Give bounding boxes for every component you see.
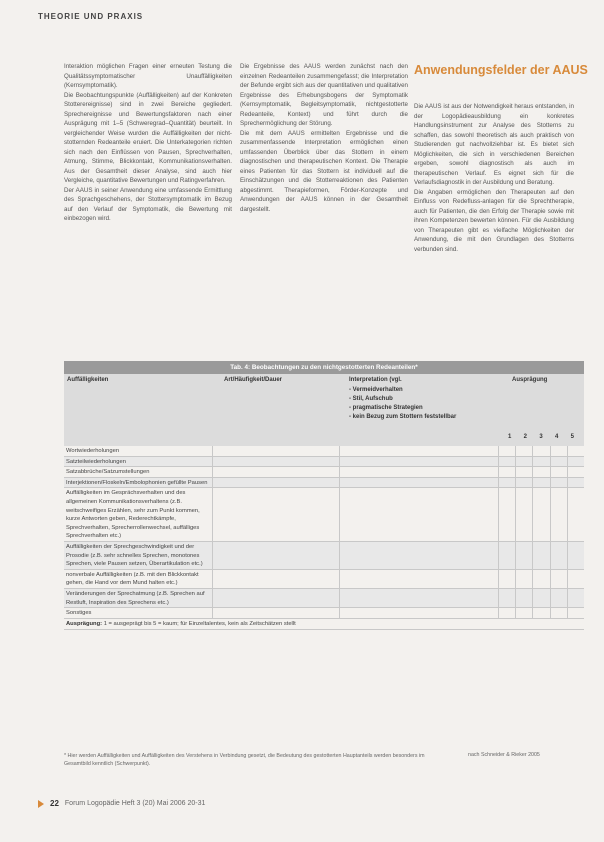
header-art-haeufigkeit: Art/Häufigkeit/Dauer: [224, 377, 283, 383]
table-row: [64, 478, 584, 489]
row-label: Satzteilwiederholungen: [66, 458, 126, 465]
table-row: [64, 570, 584, 589]
header-auspraegung: Ausprägung: [512, 377, 548, 383]
scale-label: 4: [554, 434, 559, 440]
row-label: Auffälligkeiten der Sprechgeschwindigkeit und der Prosodie (z.B. sehr schnelles Sprechen, monotones Sprechen, viele Pausen setzen, Überartikulation etc.): [66, 543, 203, 568]
header-interpretation: Interpretation (vgl.: [349, 377, 402, 383]
row-label: nonverbale Auffälligkeiten (z.B. mit den Blickkontakt gehen, die Hand vor dem Mund halten etc.): [66, 571, 199, 587]
journal-info: Forum Logopädie Heft 3 (20) Mai 2006 20-31: [64, 800, 206, 807]
scale-label: 5: [570, 434, 574, 440]
page-number: 22: [50, 799, 59, 808]
scale-label: 2: [523, 434, 527, 440]
row-label: Interjektionen/Floskeln/Embolophonien gefüllte Pausen: [66, 479, 208, 486]
table-row: [64, 457, 584, 468]
observation-table: [64, 361, 584, 630]
interpretation-list: [349, 386, 456, 422]
header-auffaelligkeiten: Auffälligkeiten: [67, 377, 109, 383]
table-header: [64, 374, 584, 446]
row-label: Veränderungen der Sprechatmung (z.B. Sprechen auf Restluft, Inspiration des Sprechens etc.): [66, 590, 205, 606]
section-heading: Anwendungsfelder der AAUS: [414, 63, 588, 77]
paragraph: Die Beobachtungspunkte (Auffälligkeiten) auf der Konkreten Stotterereignisse) sind in zwei Bereiche gegliedert. Sprechereignisse und Bewertungsfaktoren nach einer Ausprägung mit 1–5 (Schweregrad–Quantität) beurteilt. In vergleichender Weise wurden die Auffälligkeiten der nicht-stotternden Redeanteile eruiert. Die Unterkategorien richten sich nach den Einflüssen von Pausen, Sprechverhalten, Atmung, Stimme, Blickkontakt, Kommunikationsverhalten. Aus der Gesamtheit dieser Analyse, sind auch hier Vergleiche, quantitative Bewertungen und Ratingverfahren.: [64, 91, 232, 184]
row-label: Auffälligkeiten im Gesprächsverhalten und des allgemeinen Kommunikationsverhaltens (z.B. weitschweifiges Erzählen, sehr zum Punkt kommen, kurze Antworten geben, Rederechtkämpfe, Sprechverhalten, Sprecherrollenwechsel, auffälliges Sprechverhalten etc.): [66, 490, 200, 540]
table-row: [64, 446, 584, 457]
paragraph: Die Angaben ermöglichen den Therapeuten auf den Einfluss von Redefluss-anlagen für die Sprechtherapie, auch für Patienten, die den Erfolg der Therapie sowie mit ihren Kompetenzen bewerten können. Für die Ausbildung von Therapeuten gibt es vielfache Möglichkeiten der Anwendung, die mit den Grundlagen des Stotterns verbunden sind.: [414, 188, 574, 253]
legend-text: 1 = ausgeprägt bis 5 = kaum; für Einzeltalentes, kein als Zeitschätzen stellt: [103, 620, 296, 627]
scale-label: 3: [539, 434, 543, 440]
interpretation-item: - kein Bezug zum Stottern feststellbar: [349, 414, 457, 420]
scale-label: 1: [508, 434, 512, 440]
scale-labels: [508, 434, 574, 440]
table-row: [64, 488, 584, 542]
triangle-marker-icon: [38, 800, 44, 808]
text-column-1: [64, 62, 232, 224]
table-row: [64, 608, 584, 619]
table-footnote: * Hier werden Auffälligkeiten und Auffälligkeiten des Verstehens in Verbindung gesetzt, die Bedeutung des gestotterten Hauptanteils werden besonders im Gesamtbild kenntlich (Schwerpunkt).: [64, 753, 425, 767]
interpretation-item: - Stil, Aufschub: [349, 396, 393, 402]
row-label: Sonstiges: [66, 610, 92, 617]
table-row: [64, 589, 584, 608]
paragraph: Die mit dem AAUS ermittelten Ergebnisse und die zusammenfassende Interpretation ermöglichen einen umfassenden Überblick über das Stottern in einem diagnostischen und therapeutischen Kontext. Die Therapie eines Patienten für das Stottern ist individuell auf die Einschätzungen und die Stotterreaktionen des Patienten abgestimmt. Therapieformen, Förder-Konzepte und Anwendungen der AAUS können in der Gesamtheit dargestellt.: [240, 129, 408, 213]
interpretation-item: - Vermeidverhalten: [349, 387, 403, 393]
paragraph: Die AAUS ist aus der Notwendigkeit heraus entstanden, in der Logopädieausbildung ein konkretes Handlungsinstrument zur Analyse des Stotterns zu schaffen, das sowohl theoretisch als auch praktisch von Studierenden gut nachvollziehbar ist. Es bietet sich Möglichkeiten, die sich in verschiedenen Bereichen ergeben, sowohl diagnostisch als auch im therapeutischen Verlauf. Es eignet sich für die Verlaufsdiagnostik in der Ausbildung und Beratung.: [414, 103, 574, 186]
table-title: Tab. 4: Beobachtungen zu den nichtgestotterten Redeanteilen*: [64, 361, 584, 374]
paragraph: Der AAUS in seiner Anwendung eine umfassende Ermittlung des Sprachgeschehens, der Stottersymptomatik im Bezug auf den Verlauf der Symptomatik, die Bewertung mit einbezogen wird.: [64, 186, 232, 222]
page-footer: [38, 799, 205, 808]
legend-label: Ausprägung:: [66, 620, 103, 627]
section-header: THEORIE UND PRAXIS: [38, 12, 144, 21]
row-label: Wortwiederholungen: [66, 448, 120, 454]
table-row: [64, 467, 584, 478]
paragraph: Die Ergebnisse des AAUS werden zunächst nach den einzelnen Redeanteilen zusammengefasst; die Interpretation der Befunde ergibt sich aus der quantitativen und qualitativen Ergebnisse des Erhebungsbogens der Symptomatik (Kernsymptomatik, Begleitsymptomatik, nichtgestotterte Redeanteile, Kontext) und führt durch die Sprechermöglichung der Störung.: [240, 63, 408, 127]
text-column-2: [240, 62, 408, 214]
paragraph: Interaktion möglichen Fragen einer erneuten Testung die Qualitätssymptomatischer Unauffälligkeiten (Kernsymptomatik).: [64, 63, 232, 89]
row-label: Satzabbrüche/Satzumstellungen: [66, 469, 150, 476]
text-column-3: [414, 102, 574, 254]
table-row: [64, 542, 584, 570]
interpretation-item: - pragmatische Strategien: [349, 405, 423, 411]
table-source: nach Schneider & Rieker 2005: [468, 752, 540, 758]
table-legend: [64, 619, 584, 630]
